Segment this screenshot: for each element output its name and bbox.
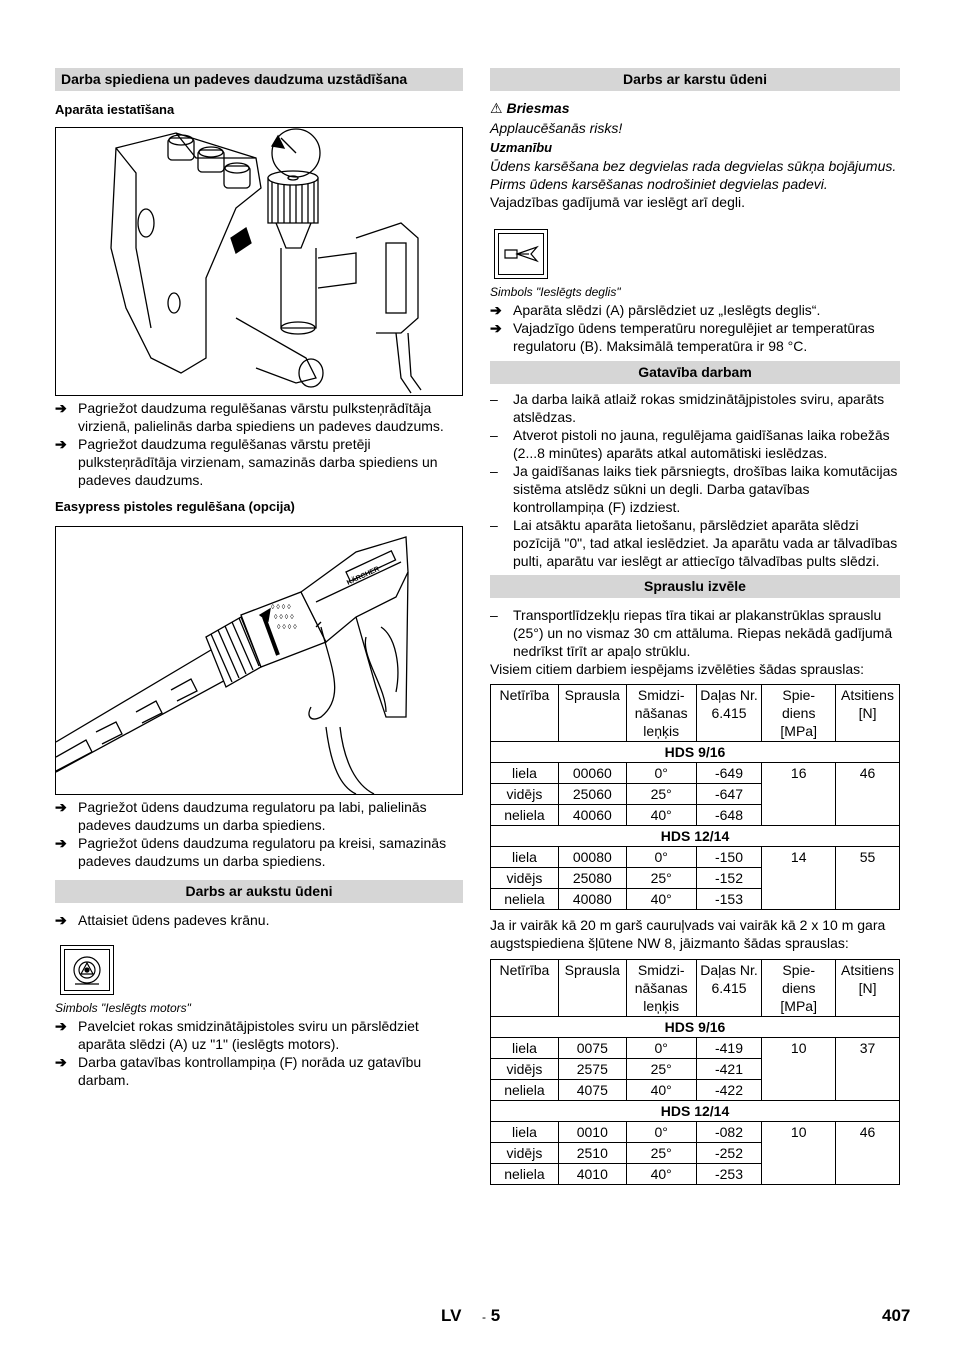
arrow-right-icon: ➔ xyxy=(490,302,502,318)
arrow-right-icon: ➔ xyxy=(55,436,67,452)
caption-motor-symbol: Simbols "Ieslēgts motors" xyxy=(55,1001,191,1015)
list-item: ➔ Vajadzīgo ūdens temperatūru noregulējiet ar temperatūras regulatoru (B). Maksimālā temperatūra ir 98 °C. xyxy=(490,320,875,354)
section-title-pressure-setting: Darba spiediena un padeves daudzuma uzstādīšana xyxy=(55,68,463,91)
spray-gun-drawing xyxy=(56,527,462,794)
intro-table-2: Ja ir vairāk kā 20 m garš cauruļvads vai vairāk kā 2 x 10 m gara augstspiediena šļūtene NW 8, jāizmanto šādas sprauslas: xyxy=(490,917,886,951)
table-row: liela 00060 0° -649 16 46 xyxy=(491,763,900,784)
gun-instructions xyxy=(55,798,463,870)
right-column xyxy=(490,68,900,1185)
table-row: liela 00080 0° -150 14 55 xyxy=(491,847,900,868)
table-row: vidējs 2575 25° -421 xyxy=(491,1059,900,1080)
burner-symbol xyxy=(494,229,548,279)
table-header-row: Netīrība Sprausla Smidzi- nāšanas leņķis Daļas Nr. 6.415 Spie- diens [MPa] Atsitiens [N] xyxy=(491,960,900,1017)
arrow-right-icon: ➔ xyxy=(490,320,502,336)
spray-gun-illustration xyxy=(55,526,463,795)
arrow-right-icon: ➔ xyxy=(55,912,67,928)
table-row: vidējs 25060 25° -647 xyxy=(491,784,900,805)
intro-table-1: Visiem citiem darbiem iespējams izvēlēties šādas sprauslas: xyxy=(490,661,865,677)
footer-local-page: - 5 xyxy=(482,1306,501,1325)
table-row: vidējs 2510 25° -252 xyxy=(491,1143,900,1164)
burner-steps xyxy=(490,301,900,355)
list-item: ➔ Pavelciet rokas smidzinātājpistoles sviru un pārslēdziet aparāta slēdzi (A) uz "1" (ieslēgts motors). xyxy=(55,1018,419,1052)
table-row: vidējs 25080 25° -152 xyxy=(491,868,900,889)
table-model-row: HDS 9/16 xyxy=(491,1017,900,1038)
arrow-right-icon: ➔ xyxy=(55,1018,67,1034)
nozzle-table-long-hose xyxy=(490,959,900,1185)
list-item: ➔ Pagriežot daudzuma regulēšanas vārstu pretēji pulksteņrādītāja virzienam, samazinās darba spiediens un padeves daudzums. xyxy=(55,436,438,488)
danger-text: Applaucēšanās risks! xyxy=(490,120,623,136)
motor-steps xyxy=(55,1017,463,1089)
dash-marker: – xyxy=(490,427,498,443)
footer-language: LV xyxy=(441,1306,462,1325)
dash-marker: – xyxy=(490,391,498,407)
caption-burner-symbol: Simbols "Ieslēgts deglis" xyxy=(490,285,621,299)
valve-drawing xyxy=(56,128,462,395)
arrow-right-icon: ➔ xyxy=(55,1054,67,1070)
section-title-hot-water: Darbs ar karstu ūdeni xyxy=(490,68,900,91)
table-row: neliela 40080 40° -153 xyxy=(491,889,900,910)
list-item: – Lai atsāktu aparāta lietošanu, pārslēdziet aparāta slēdzi pozīcijā "0", tad atkal ieslēdziet. Ja aparātu vada ar tālvadības pulti, aparātu var ieslēgt ar attiecīgo tālvadības pults slēdzi. xyxy=(490,517,898,569)
list-item: – Transportlīdzekļu riepas tīra tikai ar plakanstrūklas sprauslu (25°) un no vismaz 30 cm attāluma. Riepas nekādā gadījumā nedrīkst tīrīt ar apaļo strūklu. xyxy=(490,607,893,659)
svg-text:◊ ◊ ◊ ◊: ◊ ◊ ◊ ◊ xyxy=(271,604,291,611)
dash-marker: – xyxy=(490,607,498,623)
table-row: neliela 4075 40° -422 xyxy=(491,1080,900,1101)
brand-label: KÄRCHER xyxy=(345,565,381,587)
arrow-right-icon: ➔ xyxy=(55,835,67,851)
valve-instructions xyxy=(55,399,463,489)
section-title-cold-water: Darbs ar aukstu ūdeni xyxy=(55,880,463,903)
dash-marker: – xyxy=(490,463,498,479)
list-item: ➔ Attaisiet ūdens padeves krānu. xyxy=(55,912,270,928)
list-item: ➔ Pagriežot ūdens daudzuma regulatoru pa labi, palielinās padeves daudzums un darba spiediens. xyxy=(55,799,427,833)
left-column xyxy=(55,68,463,1089)
caution-text: Ūdens karsēšana bez degvielas rada degvielas sūkņa bojājumus. Pirms ūdens karsēšanas nodrošiniet degvielas padevi. xyxy=(490,158,897,192)
arrow-right-icon: ➔ xyxy=(55,799,67,815)
table-header-row: Netīrība Sprausla Smidzi- nāšanas leņķis Daļas Nr. 6.415 Spie- diens [MPa] Atsitiens [N] xyxy=(491,685,900,742)
table-row: liela 0010 0° -082 10 46 xyxy=(491,1122,900,1143)
list-item: ➔ Darba gatavības kontrollampiņa (F) norāda uz gatavību darbam. xyxy=(55,1054,422,1088)
subheading-easypress: Easypress pistoles regulēšana (opcija) xyxy=(55,499,295,514)
arrow-right-icon: ➔ xyxy=(55,400,67,416)
motor-symbol xyxy=(60,945,114,995)
footer-page-number: 407 xyxy=(882,1306,911,1325)
list-item: ➔ Pagriežot ūdens daudzuma regulatoru pa kreisi, samazinās padeves daudzums un darba spiediens. xyxy=(55,835,447,869)
list-item: – Atverot pistoli no jauna, regulējama gaidīšanas laika robežās (2...8 minūtes) aparāts atkal automātiski ieslēdzas. xyxy=(490,427,890,461)
table-row: neliela 40060 40° -648 xyxy=(491,805,900,826)
table-model-row: HDS 12/14 xyxy=(491,1101,900,1122)
caution-heading: Uzmanību xyxy=(490,140,553,155)
svg-text:◊ ◊ ◊ ◊: ◊ ◊ ◊ ◊ xyxy=(274,614,294,621)
table-row: liela 0075 0° -419 10 37 xyxy=(491,1038,900,1059)
cold-water-steps xyxy=(55,911,463,929)
nozzle-list xyxy=(490,606,900,660)
table-model-row: HDS 12/14 xyxy=(491,826,900,847)
dash-marker: – xyxy=(490,517,498,533)
section-title-nozzle-selection: Sprauslu izvēle xyxy=(490,575,900,598)
subheading-device-setting: Aparāta iestatīšana xyxy=(55,102,175,117)
danger-block xyxy=(490,100,900,211)
danger-heading: ⚠ Briesmas xyxy=(490,100,570,116)
table-row: neliela 4010 40° -253 xyxy=(491,1164,900,1185)
section-title-readiness: Gatavība darbam xyxy=(490,361,900,384)
list-item: ➔ Aparāta slēdzi (A) pārslēdziet uz „Ieslēgts deglis“. xyxy=(490,302,821,318)
nozzle-table-standard xyxy=(490,684,900,910)
svg-text:◊ ◊ ◊ ◊: ◊ ◊ ◊ ◊ xyxy=(277,624,297,631)
note-text: Vajadzības gadījumā var ieslēgt arī degli. xyxy=(490,194,745,210)
warning-triangle-icon: ⚠ xyxy=(490,100,503,116)
list-item: – Ja darba laikā atlaiž rokas smidzinātājpistoles sviru, aparāts atslēdzas. xyxy=(490,391,885,425)
list-item: ➔ Pagriežot daudzuma regulēšanas vārstu pulksteņrādītāja virzienā, palielinās darba spiediens un padeves daudzums. xyxy=(55,400,444,434)
readiness-list xyxy=(490,390,900,570)
table-model-row: HDS 9/16 xyxy=(491,742,900,763)
list-item: – Ja gaidīšanas laiks tiek pārsniegts, drošības laika komutācijas sistēma atslēdz sūkni un degli. Darba gatavības kontrollampiņa (F) izdziest. xyxy=(490,463,898,515)
valve-illustration xyxy=(55,127,463,396)
motor-icon xyxy=(65,950,109,990)
burner-icon xyxy=(499,234,543,274)
